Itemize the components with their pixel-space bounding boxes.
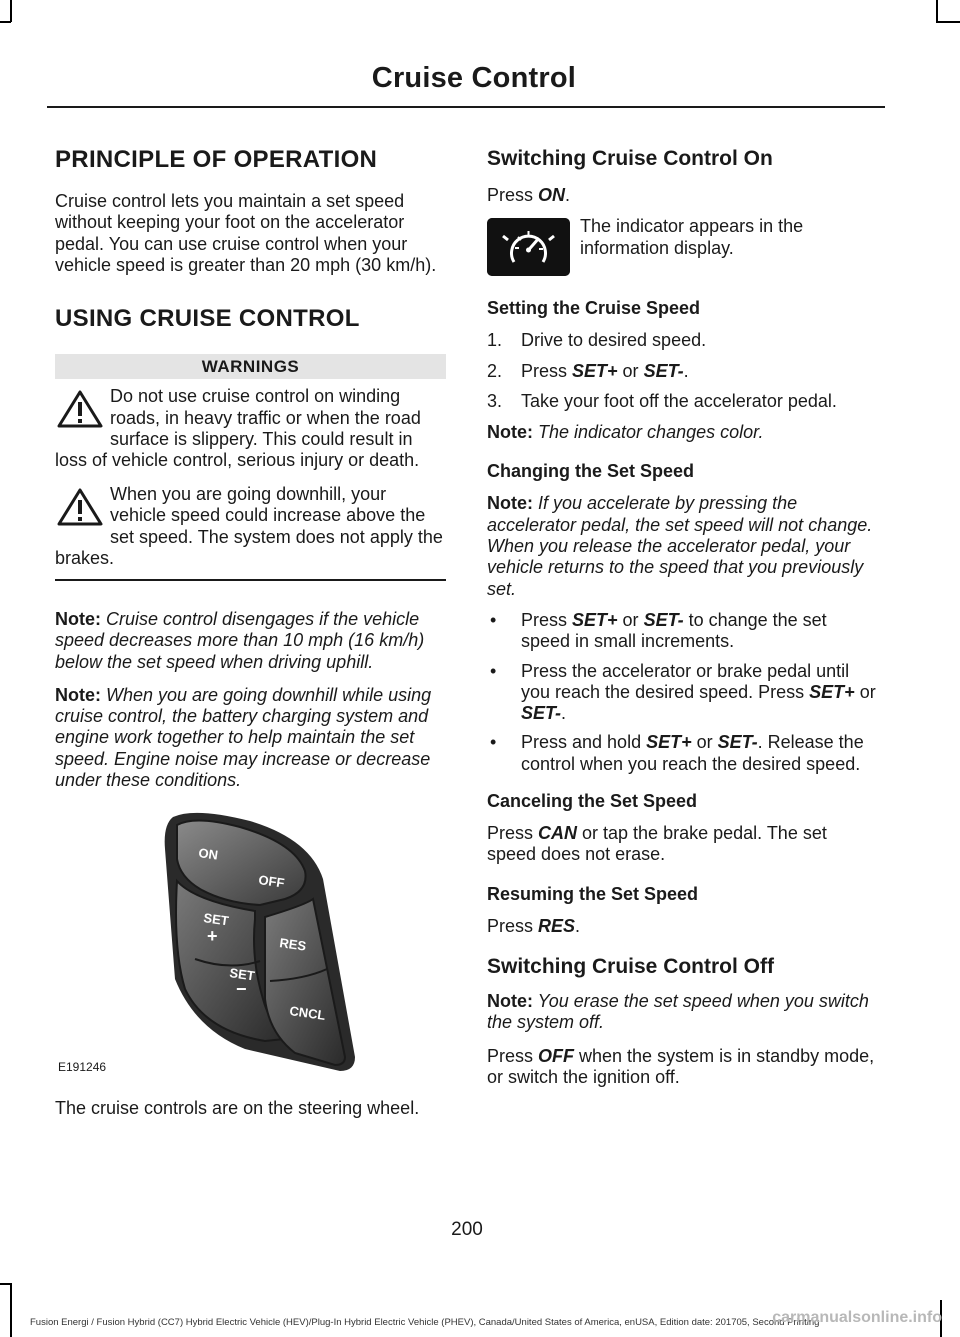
steering-wheel-controls-illustration (55, 809, 446, 1084)
key-set-plus: SET+ (646, 732, 692, 753)
key-on: ON (538, 185, 566, 205)
text: . (561, 703, 567, 724)
button-set-minus-label: SET (228, 965, 256, 984)
right-column (487, 145, 879, 1100)
header-rule (47, 106, 885, 108)
text: . (575, 915, 581, 936)
note-label: Note: (55, 684, 101, 705)
bullet: • (490, 732, 497, 753)
heading-changing-speed: Changing the Set Speed (487, 461, 695, 482)
figure-code: E191246 (58, 1060, 107, 1075)
note-label: Note: (55, 608, 101, 629)
left-column (55, 145, 446, 1132)
text: or (617, 360, 644, 381)
figure-caption: The cruise controls are on the steering wheel. (55, 1098, 420, 1119)
warning-text: When you are going downhill, your vehicle speed could increase above the set speed. The system does not apply the brakes. (55, 483, 443, 569)
text: Press (487, 915, 539, 936)
text: to change the set speed in small increments. (521, 609, 827, 652)
watermark: carmanualsonline.info (772, 1309, 942, 1326)
key-off: OFF (538, 1045, 575, 1066)
button-off-label: OFF (257, 872, 286, 891)
bullet: • (490, 609, 497, 630)
text: Press (487, 1045, 539, 1066)
key-set-plus: SET+ (572, 360, 618, 381)
list-item (487, 732, 879, 775)
note-label: Note: (487, 493, 533, 514)
text: Press (521, 360, 573, 381)
button-on-label: ON (197, 845, 219, 863)
heading-using-cruise-control: USING CRUISE CONTROL (55, 305, 360, 333)
note-uphill (55, 609, 446, 673)
bullet: • (490, 660, 497, 681)
indicator-text: The indicator appears in the information display. (580, 216, 804, 258)
note-text: Cruise control disengages if the vehicle speed decreases more than 10 mph (16 km/h) below the set speed when driving uphill. (55, 608, 425, 672)
change-speed-list (487, 610, 879, 775)
warning-triangle-icon (55, 388, 105, 430)
page-header-title: Cruise Control (371, 62, 576, 94)
note-label: Note: (487, 990, 533, 1011)
crop-mark (10, 1283, 12, 1337)
text: Press (487, 185, 539, 205)
note-downhill (55, 685, 446, 791)
text: Press and hold (521, 732, 647, 753)
cancel-paragraph (487, 823, 879, 866)
cruise-control-buttons-figure (55, 809, 446, 1084)
cruise-control-indicator-icon (487, 218, 570, 276)
warnings-title: WARNINGS (55, 354, 446, 379)
note-label: Note: (487, 422, 533, 443)
step-number: 3. (487, 390, 503, 411)
note-indicator-color (487, 422, 879, 443)
key-set-minus: SET- (717, 732, 758, 753)
text: or (617, 609, 644, 630)
note-text: When you are going downhill while using cruise control, the battery charging system and engine work together to help maintain the set speed. Engine noise may increase or decrease under these conditions. (55, 684, 432, 791)
heading-principle-of-operation: PRINCIPLE OF OPERATION (55, 146, 378, 173)
step-number: 1. (487, 330, 503, 351)
text: or tap the brake pedal. The set speed does not erase. (487, 823, 827, 865)
heading-resuming-speed: Resuming the Set Speed (487, 883, 699, 904)
step-number: 2. (487, 360, 503, 381)
warnings-bottom-rule (55, 579, 446, 581)
note-erase-speed (487, 991, 879, 1034)
text: . (565, 185, 571, 205)
text: Press the accelerator or brake pedal until you reach the desired speed. Press (521, 660, 850, 702)
step-text: Drive to desired speed. (521, 330, 707, 351)
note-text: You erase the set speed when you switch the system off. (487, 990, 869, 1033)
note-text: If you accelerate by pressing the accelerator pedal, the set speed will not change. When you release the accelerator pedal, your vehicle returns to the speed that you previously set. (487, 493, 873, 599)
crop-mark (10, 0, 12, 22)
warning-item (55, 386, 446, 472)
list-item (487, 361, 879, 382)
key-set-minus: SET- (643, 609, 684, 630)
warnings-box (55, 354, 446, 581)
heading-canceling-speed: Canceling the Set Speed (487, 791, 698, 812)
list-item (487, 661, 879, 725)
plus-symbol: + (207, 926, 218, 947)
warning-triangle-icon (55, 486, 105, 528)
minus-symbol: − (236, 979, 247, 1000)
key-set-plus: SET+ (809, 681, 855, 702)
crop-mark (936, 21, 960, 23)
indicator-row (487, 216, 879, 276)
text: . Release the control when you reach the desired speed. (521, 732, 864, 774)
crop-mark (0, 1283, 11, 1285)
crop-mark (0, 21, 11, 23)
button-res-label: RES (278, 935, 308, 955)
text: Press (487, 823, 539, 844)
warning-item (55, 484, 446, 570)
list-item (487, 330, 879, 351)
text: or (691, 732, 718, 753)
text: or (854, 681, 876, 702)
button-cncl-label: CNCL (288, 1003, 327, 1024)
footer-edition: Fusion Energi / Fusion Hybrid (CC7) Hybrid Electric Vehicle (HEV)/Plug-In Hybrid Electric Vehicle (PHEV), Canada/United States of America, enUSA, Edition date: 201705, Second Printing (30, 1317, 820, 1328)
text: . (683, 360, 689, 381)
step-text: Take your foot off the accelerator pedal. (521, 390, 837, 411)
text: Press (521, 609, 573, 630)
text: when the system is in standby mode, or switch the ignition off. (487, 1045, 875, 1087)
setting-steps-list (487, 330, 879, 412)
press-on-line (487, 185, 879, 206)
key-res: RES (538, 915, 576, 936)
heading-switching-off: Switching Cruise Control Off (487, 954, 774, 978)
note-accelerate (487, 493, 879, 599)
list-item (487, 610, 879, 653)
page-number: 200 (451, 1219, 483, 1240)
button-set-plus-label: SET (202, 910, 230, 929)
warning-text: Do not use cruise control on winding roads, in heavy traffic or when the road surface is slippery. This could result in loss of vehicle control, serious injury or death. (55, 386, 421, 471)
key-set-minus: SET- (521, 703, 562, 724)
key-set-plus: SET+ (572, 609, 618, 630)
off-paragraph (487, 1046, 879, 1089)
key-can: CAN (538, 823, 578, 844)
heading-switching-on: Switching Cruise Control On (487, 147, 773, 170)
resume-paragraph (487, 916, 879, 937)
crop-mark (936, 0, 938, 22)
heading-setting-speed: Setting the Cruise Speed (487, 298, 701, 319)
key-set-minus: SET- (643, 360, 684, 381)
intro-paragraph: Cruise control lets you maintain a set speed without keeping your foot on the accelerator pedal. You can use cruise control when your vehicle speed is greater than 20 mph (30 km/h). (55, 191, 437, 275)
list-item (487, 391, 879, 412)
note-text: The indicator changes color. (533, 422, 764, 443)
